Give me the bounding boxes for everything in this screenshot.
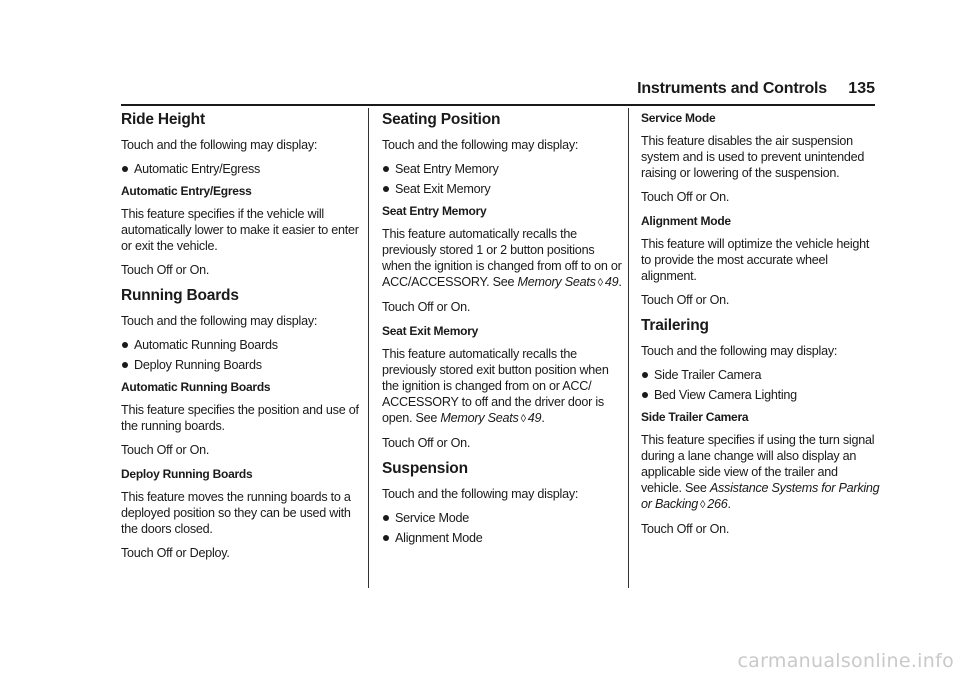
paragraph: This feature will optimize the vehicle height to provide the most accurate wheel alignment. [641, 237, 870, 283]
bullet-icon [383, 166, 389, 172]
paragraph: Touch Off or On. [641, 190, 730, 204]
subheading: Seat Exit Memory [382, 324, 479, 338]
bullet-list [121, 161, 361, 177]
bullet-icon [122, 362, 128, 368]
section-running-boards [121, 286, 361, 561]
page-reference[interactable]: 49 [604, 275, 619, 289]
list-item: Seat Entry Memory [382, 161, 622, 177]
header-rule [121, 104, 875, 106]
intro-text: Touch and the following may display: [641, 344, 838, 358]
cross-reference-link[interactable]: Memory Seats [517, 275, 596, 289]
paragraph: Touch Off or On. [382, 436, 471, 450]
list-item: Side Trailer Camera [641, 367, 881, 383]
column-1 [121, 110, 361, 569]
section-heading: Trailering [641, 317, 709, 334]
list-item: Service Mode [382, 510, 622, 526]
paragraph: Touch Off or On. [641, 293, 730, 307]
intro-text: Touch and the following may display: [121, 138, 318, 152]
subheading: Seat Entry Memory [382, 204, 487, 218]
paragraph: Touch Off or On. [121, 263, 210, 277]
column-3 [641, 110, 881, 545]
list-item: Automatic Entry/Egress [121, 161, 361, 177]
section-heading: Suspension [382, 460, 468, 477]
column-divider-2 [628, 108, 629, 588]
paragraph: This feature moves the running boards to a deployed position so they can be used with the doors closed. [121, 490, 351, 536]
bullet-list [382, 161, 622, 197]
list-item: Seat Exit Memory [382, 181, 622, 197]
paragraph: This feature specifies the position and use of the running boards. [121, 403, 359, 433]
cross-reference-link[interactable]: Memory Seats [440, 411, 519, 425]
column-divider-1 [368, 108, 369, 588]
subheading: Automatic Running Boards [121, 380, 271, 394]
page-header [0, 80, 875, 106]
section-suspension-continued [641, 110, 881, 308]
page-reference[interactable]: 49 [527, 411, 542, 425]
page-reference-icon: ◊ [597, 277, 603, 289]
paragraph: Touch Off or Deploy. [121, 546, 230, 560]
subheading: Service Mode [641, 111, 716, 125]
bullet-icon [383, 535, 389, 541]
page-reference-icon: ◊ [520, 413, 526, 425]
bullet-icon [122, 166, 128, 172]
page-title: Instruments and Controls [637, 80, 827, 97]
list-item: Automatic Running Boards [121, 337, 361, 353]
bullet-icon [642, 392, 648, 398]
page-number: 135 [848, 80, 875, 97]
bullet-icon [383, 186, 389, 192]
bullet-list [641, 367, 881, 403]
list-item: Bed View Camera Lighting [641, 387, 881, 403]
section-ride-height [121, 110, 361, 278]
list-item: Alignment Mode [382, 530, 622, 546]
paragraph: This feature automatically recalls the previously stored 1 or 2 button positions when the ignition is changed from off to on or ACC/ACCESSORY. See Memory Seats ◊ 49. [382, 227, 622, 289]
bullet-icon [642, 372, 648, 378]
paragraph: This feature disables the air suspension system and is used to prevent unintended raising or lowering of the suspension. [641, 134, 865, 180]
section-heading: Seating Position [382, 111, 501, 128]
bullet-list [121, 337, 361, 373]
subheading: Side Trailer Camera [641, 410, 749, 424]
section-trailering [641, 316, 881, 537]
bullet-icon [383, 515, 389, 521]
section-seating-position [382, 110, 622, 451]
section-heading: Ride Height [121, 111, 205, 128]
page-reference-icon: ◊ [700, 499, 706, 511]
subheading: Deploy Running Boards [121, 467, 253, 481]
paragraph: This feature specifies if using the turn signal during a lane change will also display an applicable side view of the trailer and vehicle. See Assistance Systems for Parking or Backing ◊ 266. [641, 433, 880, 511]
page-reference[interactable]: 266 [707, 497, 728, 511]
intro-text: Touch and the following may display: [382, 138, 579, 152]
intro-text: Touch and the following may display: [382, 487, 579, 501]
paragraph: This feature specifies if the vehicle will automatically lower to make it easier to enter or exit the vehicle. [121, 207, 359, 253]
bullet-icon [122, 342, 128, 348]
section-suspension [382, 459, 622, 546]
intro-text: Touch and the following may display: [121, 314, 318, 328]
paragraph: This feature automatically recalls the previously stored exit button position when the ignition is changed from on or ACC/ ACCESSORY to off and the driver door is open. See Memory Seats ◊ 49. [382, 347, 609, 425]
paragraph: Touch Off or On. [121, 443, 210, 457]
bullet-list [382, 510, 622, 546]
cross-reference-link[interactable]: Assistance Systems for Parking or Backing [641, 481, 880, 511]
section-heading: Running Boards [121, 287, 239, 304]
watermark: carmanualsonline.info [737, 650, 954, 672]
paragraph: Touch Off or On. [641, 522, 730, 536]
paragraph: Touch Off or On. [382, 300, 471, 314]
list-item: Deploy Running Boards [121, 357, 361, 373]
subheading: Automatic Entry/Egress [121, 184, 252, 198]
subheading: Alignment Mode [641, 214, 731, 228]
column-2 [382, 110, 622, 552]
